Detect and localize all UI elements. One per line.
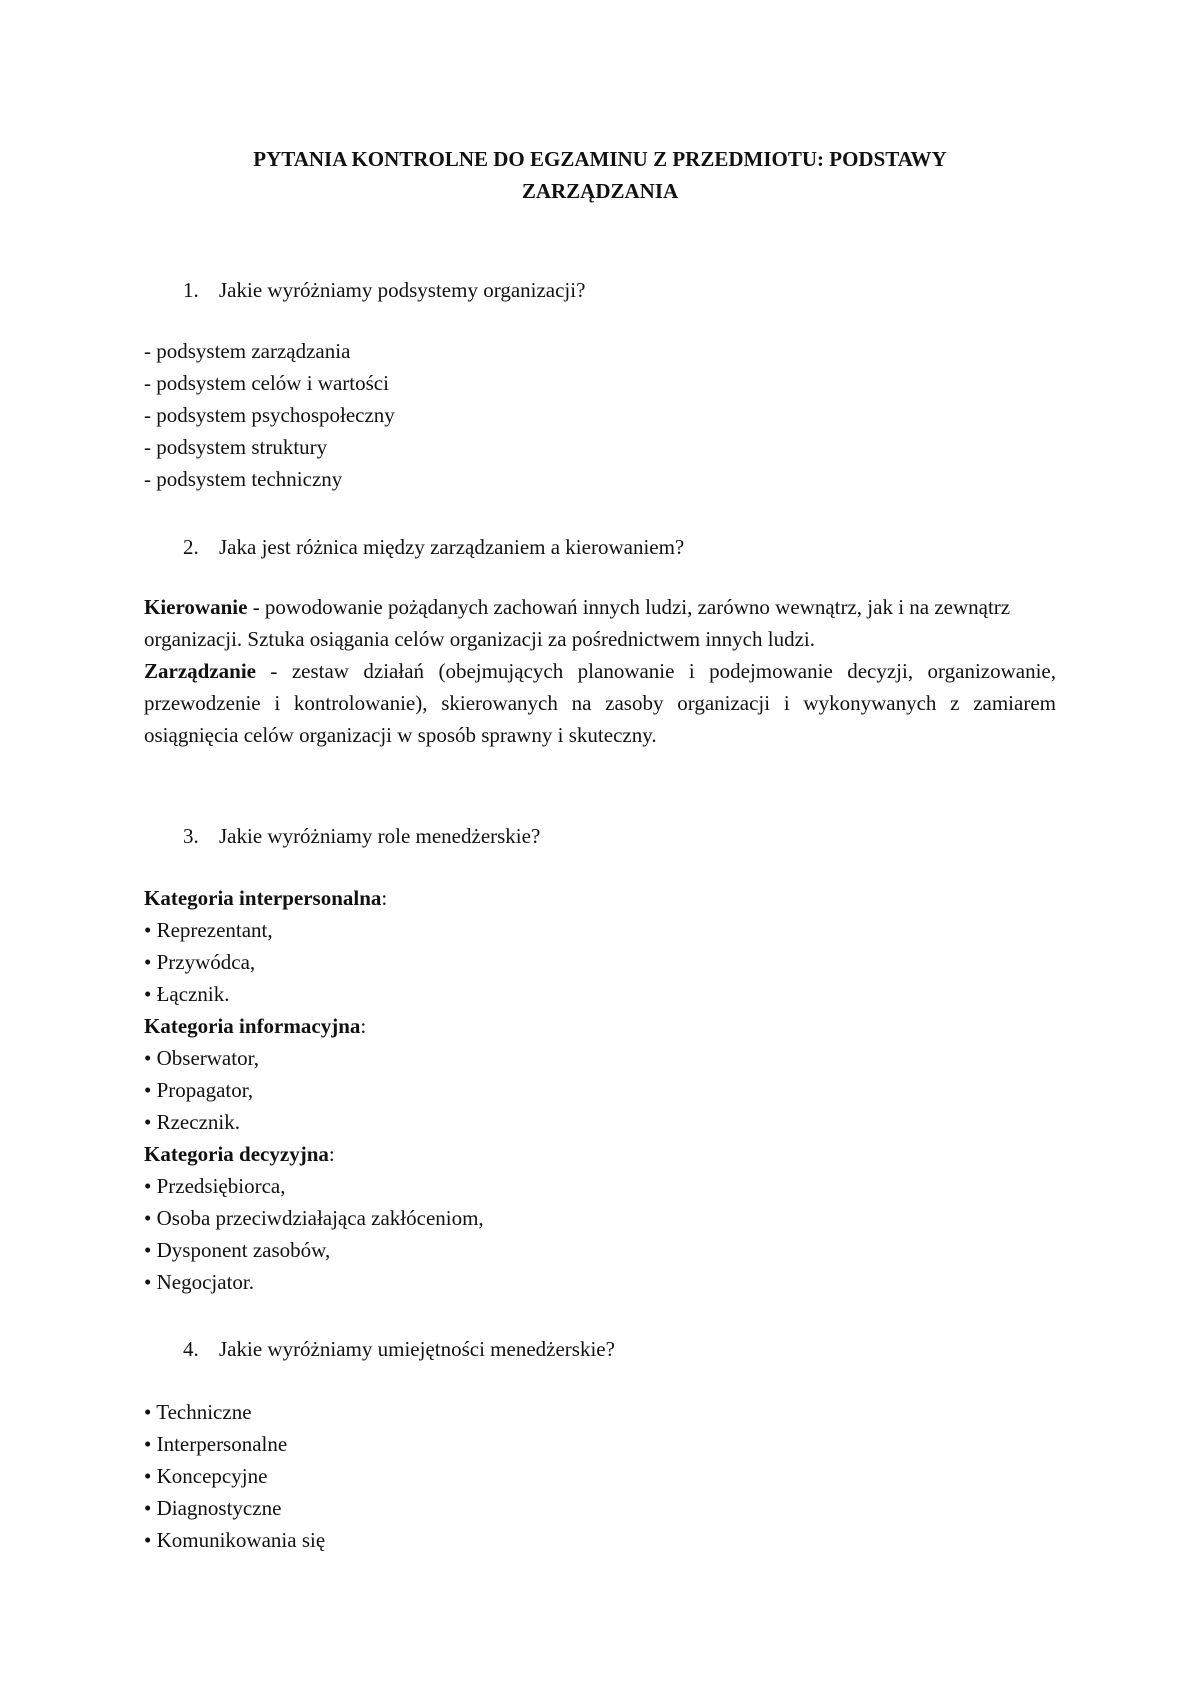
question-number: 3.: [183, 824, 199, 848]
question-number: 2.: [183, 535, 199, 559]
question-2-answer: [144, 591, 1056, 751]
list-item: • Interpersonalne: [144, 1432, 288, 1456]
list-item: • Diagnostyczne: [144, 1496, 282, 1520]
zarzadzanie-definition: [144, 655, 1056, 751]
category-colon: :: [360, 1014, 367, 1038]
question-text: Jakie wyróżniamy umiejętności menedżerskie?: [219, 1337, 615, 1361]
category-heading: [144, 882, 1056, 914]
list-item: • Przywódca,: [144, 950, 256, 974]
list-item: • Dysponent zasobów,: [144, 1238, 331, 1262]
list-item: • Komunikowania się: [144, 1528, 326, 1552]
list-item: • Osoba przeciwdziałająca zakłóceniom,: [144, 1206, 484, 1230]
question-1-answer-list: [144, 335, 1056, 495]
list-item: • Rzecznik.: [144, 1110, 240, 1134]
question-3-answer: [144, 882, 1056, 1298]
list-item: • Koncepcyjne: [144, 1464, 268, 1488]
kierowanie-term: Kierowanie: [144, 595, 248, 619]
title-line-1: PYTANIA KONTROLNE DO EGZAMINU Z PRZEDMIOTU: PODSTAWY: [253, 147, 947, 171]
category-heading: [144, 1138, 1056, 1170]
list-item: • Techniczne: [144, 1400, 252, 1424]
question-1: [183, 274, 585, 306]
list-item: • Obserwator,: [144, 1046, 259, 1070]
kierowanie-text: - powodowanie pożądanych zachowań innych ludzi, zarówno wewnątrz, jak i na zewnątrz organizacji. Sztuka osiągania celów organizacji za pośrednictwem innych ludzi.: [144, 595, 1011, 651]
category-label: Kategoria interpersonalna: [144, 886, 382, 910]
category-colon: :: [381, 886, 388, 910]
title-line-2: ZARZĄDZANIA: [521, 179, 679, 203]
list-item: • Reprezentant,: [144, 918, 273, 942]
category-colon: :: [328, 1142, 335, 1166]
question-text: Jakie wyróżniamy role menedżerskie?: [219, 824, 541, 848]
list-item: - podsystem psychospołeczny: [144, 403, 395, 427]
category-heading: [144, 1010, 1056, 1042]
list-item: - podsystem celów i wartości: [144, 371, 389, 395]
document-title: [140, 143, 1060, 207]
zarzadzanie-term: Zarządzanie: [144, 659, 256, 683]
question-4: [183, 1333, 615, 1365]
question-text: Jaka jest różnica między zarządzaniem a kierowaniem?: [219, 535, 685, 559]
category-label: Kategoria decyzyjna: [144, 1142, 329, 1166]
category-label: Kategoria informacyjna: [144, 1014, 361, 1038]
kierowanie-definition: [144, 591, 1056, 655]
list-item: • Propagator,: [144, 1078, 254, 1102]
list-item: - podsystem zarządzania: [144, 339, 351, 363]
question-text: Jakie wyróżniamy podsystemy organizacji?: [219, 278, 586, 302]
list-item: - podsystem struktury: [144, 435, 328, 459]
list-item: - podsystem techniczny: [144, 467, 343, 491]
question-3: [183, 820, 540, 852]
list-item: • Łącznik.: [144, 982, 230, 1006]
list-item: • Przedsiębiorca,: [144, 1174, 286, 1198]
question-number: 1.: [183, 278, 199, 302]
zarzadzanie-text: - zestaw działań (obejmujących planowanie i podejmowanie decyzji, organizowanie, przewodzenie i kontrolowanie), skierowanych na zasoby organizacji i wykonywanych z zamiarem osiągnięcia celów organizacji w sposób sprawny i skuteczny.: [144, 659, 1056, 747]
list-item: • Negocjator.: [144, 1270, 254, 1294]
question-2: [183, 531, 684, 563]
question-number: 4.: [183, 1337, 199, 1361]
question-4-answer-list: [144, 1396, 1056, 1556]
